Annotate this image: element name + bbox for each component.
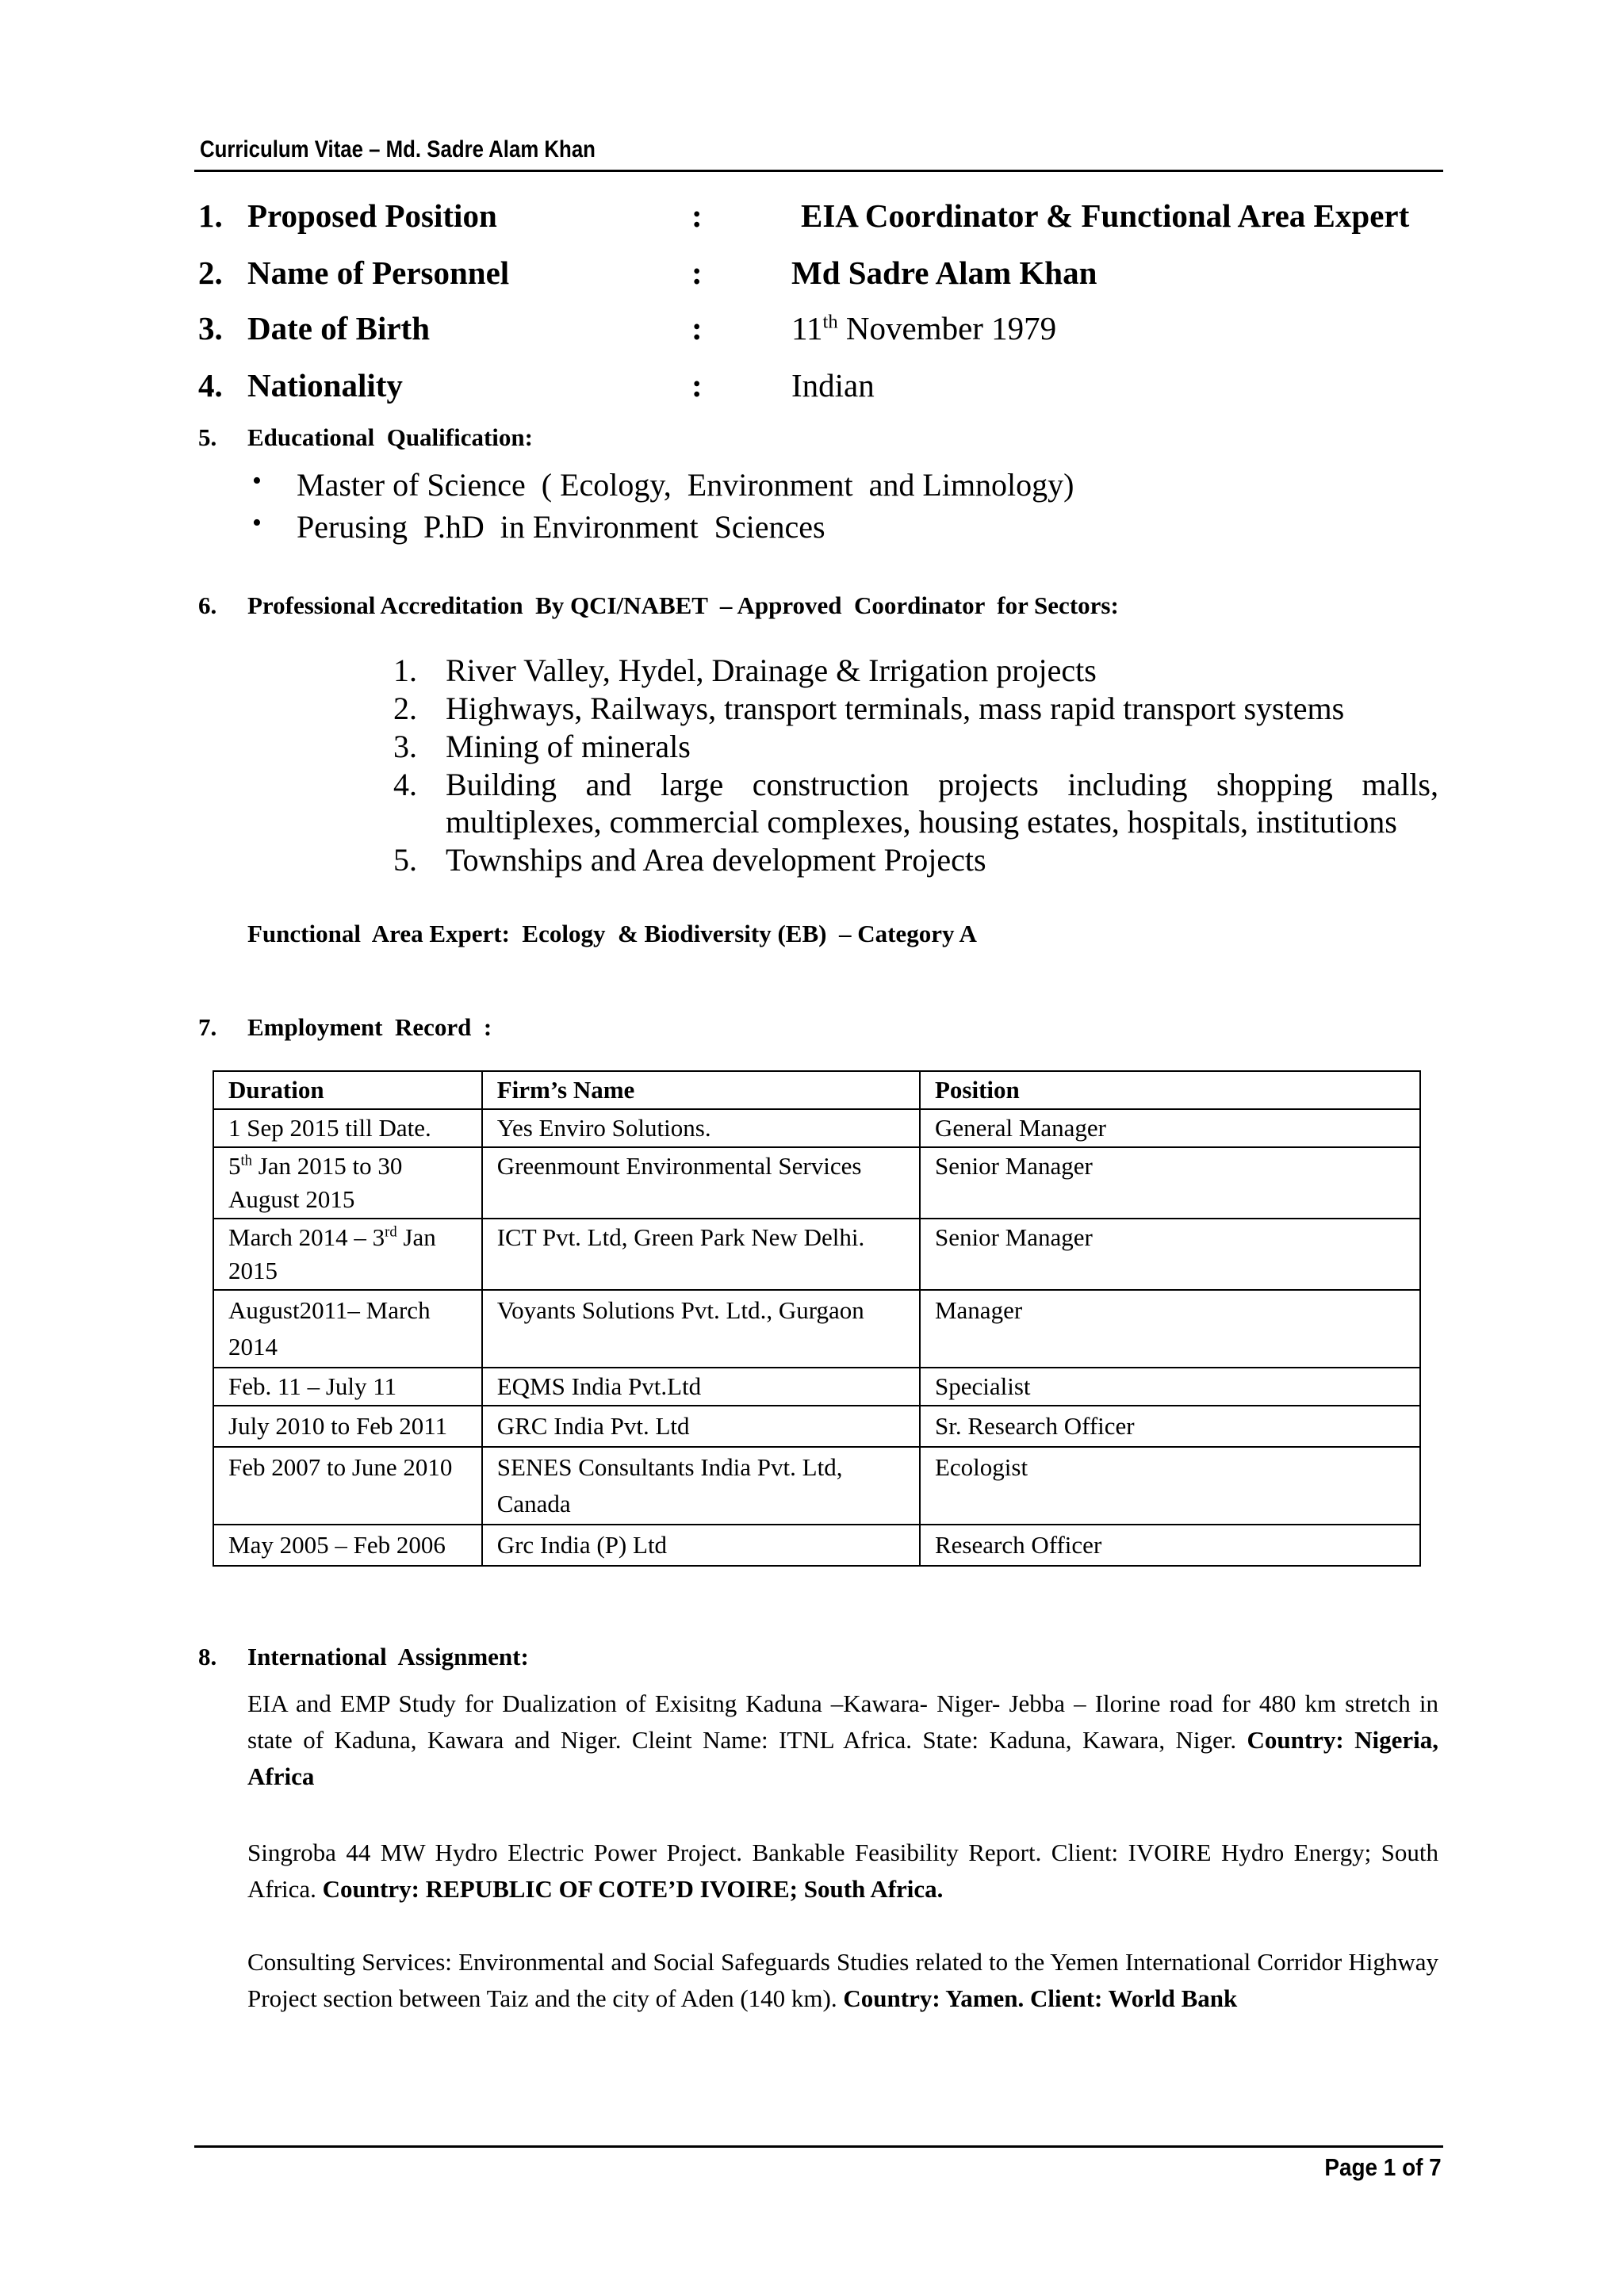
section-title: International Assignment: (247, 1643, 529, 1670)
position-cell: Senior Manager (920, 1147, 1420, 1219)
field-colon: : (691, 254, 703, 291)
paragraph-country: Country: Yamen. Client: World Bank (843, 1984, 1238, 2012)
paragraph-text: Consulting Services: Environmental and Social Safeguards Studies related to the Yemen International Corridor Highway Project section between Taiz and the city of Aden (140 km). (247, 1948, 1438, 2012)
duration-cell: Feb 2007 to June 2010 (213, 1447, 482, 1525)
section-title: Employment Record : (247, 1013, 492, 1041)
education-item: Master of Science ( Ecology, Environment and Limnology) (297, 467, 1074, 503)
field-value: Md Sadre Alam Khan (791, 254, 1097, 291)
header-rule (194, 170, 1443, 172)
paragraph-country: Country: Nigeria, Africa (247, 1726, 1439, 1790)
duration-cell: 1 Sep 2015 till Date. (213, 1109, 482, 1147)
list-item (247, 508, 1074, 550)
field-number: 2. (198, 254, 223, 291)
sector-number: 3. (393, 729, 417, 764)
international-paragraph (247, 1835, 1438, 1908)
position-cell: Sr. Research Officer (920, 1406, 1420, 1447)
sector-text: Mining of minerals (446, 729, 691, 764)
field-label: Nationality (247, 367, 403, 404)
position-cell: General Manager (920, 1109, 1420, 1147)
section-accreditation-heading (198, 591, 1119, 620)
field-label: Name of Personnel (247, 254, 510, 291)
list-item (393, 766, 1438, 840)
sector-text: River Valley, Hydel, Drainage & Irrigation projects (446, 652, 1097, 688)
column-header: Firm’s Name (482, 1071, 920, 1109)
column-header: Position (920, 1071, 1420, 1109)
table-row (213, 1447, 1420, 1525)
section-employment-heading (198, 1013, 492, 1042)
column-header: Duration (213, 1071, 482, 1109)
table-header-row (213, 1071, 1420, 1109)
sector-text: Building and large construction projects including shopping malls, multiplexes, commercial complexes, housing estates, hospitals, institutions (446, 767, 1438, 840)
footer-rule (194, 2145, 1443, 2148)
position-cell: Ecologist (920, 1447, 1420, 1525)
section-education-heading (198, 423, 533, 452)
sector-number: 4. (393, 767, 417, 802)
duration-cell (213, 1219, 482, 1290)
duration-cell: May 2005 – Feb 2006 (213, 1525, 482, 1566)
section-title: Professional Accreditation By QCI/NABET – Approved Coordinator for Sectors: (247, 591, 1119, 619)
international-paragraph (247, 1944, 1438, 2017)
section-number: 5. (198, 423, 217, 451)
sector-number: 2. (393, 691, 417, 726)
firm-cell: Grc India (P) Ltd (482, 1525, 920, 1566)
list-item (393, 841, 1438, 878)
bullet-icon: • (252, 466, 262, 496)
sector-text: Townships and Area development Projects (446, 842, 986, 878)
table-row (213, 1219, 1420, 1290)
paragraph-text: EIA and EMP Study for Dualization of Exisitng Kaduna –Kawara- Niger- Jebba – Ilorine road for 480 km stretch in state of Kaduna, Kawara and Niger. Cleint Name: ITNL Africa. State: Kaduna, Kawara, Niger. (247, 1689, 1438, 1754)
firm-cell: SENES Consultants India Pvt. Ltd, Canada (482, 1447, 920, 1525)
table-row (213, 1109, 1420, 1147)
table-row (213, 1290, 1420, 1368)
field-number: 3. (198, 310, 223, 346)
duration-cell: August2011– March 2014 (213, 1290, 482, 1368)
field-value: EIA Coordinator & Functional Area Expert (801, 197, 1410, 234)
functional-area-expert: Functional Area Expert: Ecology & Biodiversity (EB) – Category A (247, 920, 977, 947)
duration-part: Jan 2015 (228, 1223, 436, 1284)
sector-list (393, 652, 1438, 878)
position-cell: Senior Manager (920, 1219, 1420, 1290)
dob-day: 11 (791, 310, 823, 346)
sector-number: 1. (393, 652, 417, 688)
position-cell: Manager (920, 1290, 1420, 1368)
field-value: Indian (791, 367, 875, 404)
duration-ordinal: rd (385, 1223, 397, 1241)
international-paragraph (247, 1686, 1438, 1795)
list-item (393, 690, 1438, 727)
list-item (393, 652, 1438, 689)
duration-ordinal: th (240, 1152, 252, 1169)
duration-part: 5 (228, 1152, 241, 1180)
dob-ordinal: th (822, 311, 838, 333)
header-title: Curriculum Vitae – Md. Sadre Alam Khan (200, 136, 596, 163)
table-row (213, 1147, 1420, 1219)
bullet-icon: • (252, 508, 262, 538)
dob-rest: November 1979 (837, 310, 1057, 346)
firm-cell: Greenmount Environmental Services (482, 1147, 920, 1219)
field-value (791, 309, 1056, 347)
table-row (213, 1368, 1420, 1406)
field-label: Date of Birth (247, 310, 431, 346)
firm-cell: EQMS India Pvt.Ltd (482, 1368, 920, 1406)
duration-part: Jan 2015 to 30 August 2015 (228, 1152, 403, 1213)
employment-table (213, 1070, 1421, 1567)
page-number: Page 1 of 7 (1324, 2153, 1442, 2181)
sector-number: 5. (393, 842, 417, 878)
section-title: Educational Qualification: (247, 423, 533, 451)
section-number: 8. (198, 1643, 217, 1670)
field-number: 4. (198, 367, 223, 404)
firm-cell: Voyants Solutions Pvt. Ltd., Gurgaon (482, 1290, 920, 1368)
field-colon: : (691, 310, 703, 346)
paragraph-text: Singroba 44 MW Hydro Electric Power Project. Bankable Feasibility Report. Client: IVOIRE Hydro Energy; South Africa. (247, 1839, 1438, 1903)
education-item: Perusing P.hD in Environment Sciences (297, 509, 825, 545)
field-colon: : (691, 367, 703, 404)
duration-cell (213, 1147, 482, 1219)
field-number: 1. (198, 197, 223, 234)
position-cell: Research Officer (920, 1525, 1420, 1566)
table-row (213, 1525, 1420, 1566)
field-label: Proposed Position (247, 197, 497, 234)
education-list (247, 466, 1074, 550)
duration-cell: July 2010 to Feb 2011 (213, 1406, 482, 1447)
duration-part: March 2014 – 3 (228, 1223, 385, 1251)
firm-cell: ICT Pvt. Ltd, Green Park New Delhi. (482, 1219, 920, 1290)
position-cell: Specialist (920, 1368, 1420, 1406)
paragraph-country: Country: REPUBLIC OF COTE’D IVOIRE; South Africa. (322, 1875, 944, 1903)
section-number: 7. (198, 1013, 217, 1041)
table-row (213, 1406, 1420, 1447)
field-colon: : (691, 197, 703, 234)
duration-cell: Feb. 11 – July 11 (213, 1368, 482, 1406)
sector-text: Highways, Railways, transport terminals, mass rapid transport systems (446, 691, 1345, 726)
firm-cell: Yes Enviro Solutions. (482, 1109, 920, 1147)
firm-cell: GRC India Pvt. Ltd (482, 1406, 920, 1447)
list-item (247, 466, 1074, 508)
section-international-heading (198, 1643, 529, 1671)
section-number: 6. (198, 591, 217, 619)
list-item (393, 728, 1438, 765)
